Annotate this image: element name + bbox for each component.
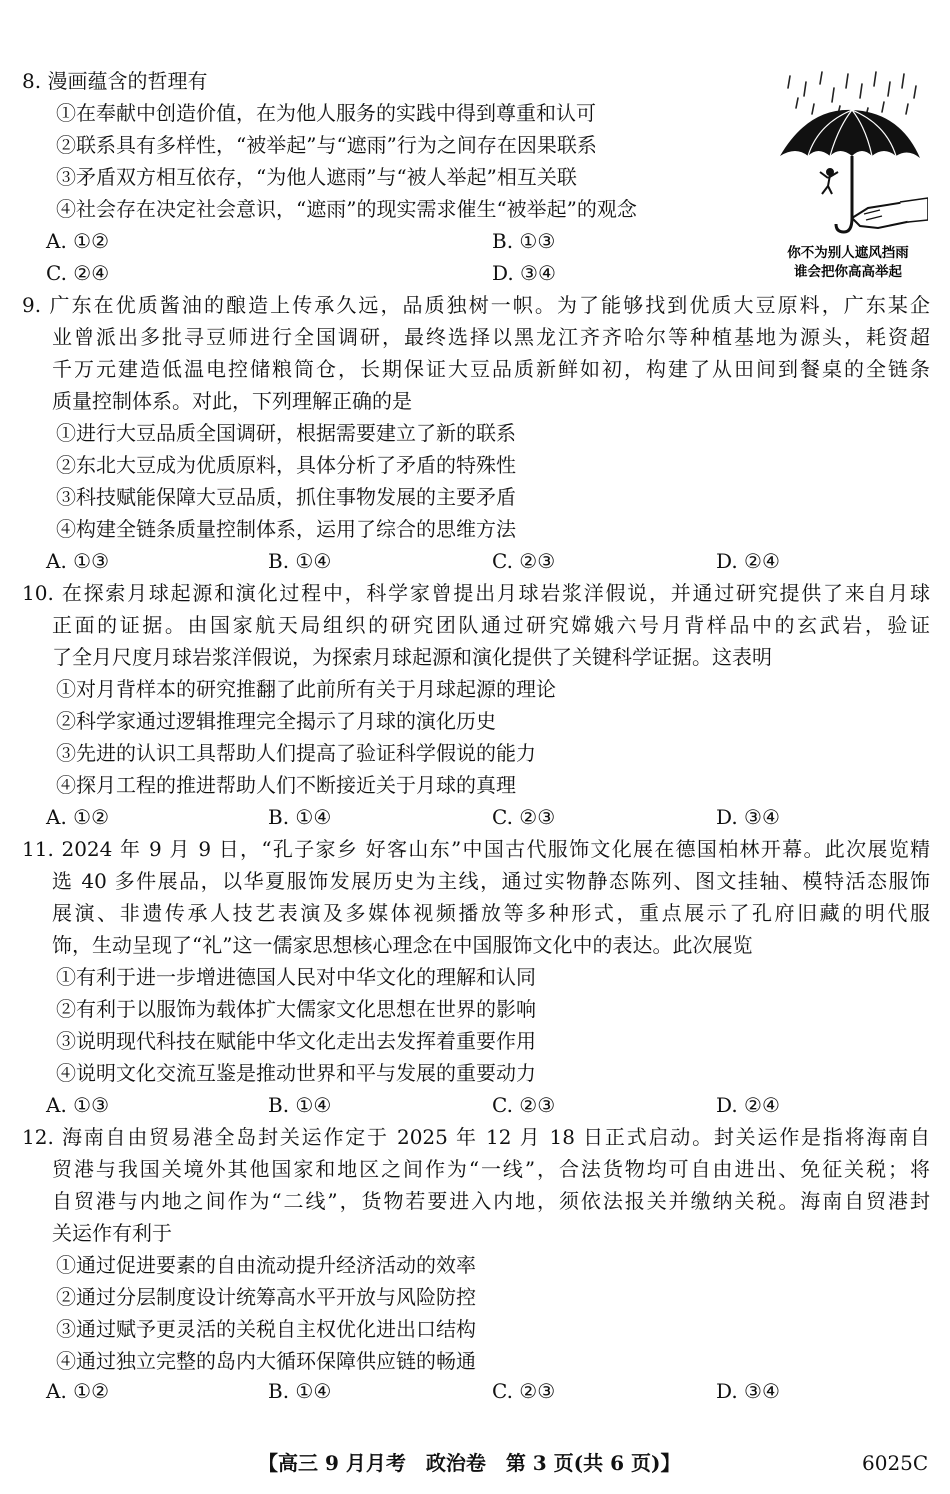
question-11-option-4: ④说明文化交流互鉴是推动世界和平与发展的重要动力 xyxy=(56,1061,536,1085)
question-8-stem: 8. 漫画蕴含的哲理有 xyxy=(22,69,208,93)
question-12-answer-b: B. ①④ xyxy=(268,1379,332,1403)
question-10-stem-line-2: 正面的证据。由国家航天局组织的研究团队通过研究嫦娥六号月背样品中的玄武岩，验证 xyxy=(52,613,930,637)
question-9-stem-line-2: 业曾派出多批寻豆师进行全国调研，最终选择以黑龙江齐齐哈尔等种植基地为源头，耗资超 xyxy=(52,325,930,349)
question-10-stem-line-1: 10. 在探索月球起源和演化过程中，科学家曾提出月球岩浆洋假说，并通过研究提供了来自月球 xyxy=(22,581,930,605)
comic-caption-line-1: 你不为别人遮风挡雨 xyxy=(787,245,909,261)
question-9-option-3: ③科技赋能保障大豆品质，抓住事物发展的主要矛盾 xyxy=(56,485,516,509)
question-12-option-3: ③通过赋予更灵活的关税自主权优化进出口结构 xyxy=(56,1317,476,1341)
question-8-answer-a: A. ①② xyxy=(46,229,110,253)
footer-title: 【高三 9 月月考 政治卷 第 3 页(共 6 页)】 xyxy=(258,1451,681,1475)
question-12-option-4: ④通过独立完整的岛内大循环保障供应链的畅通 xyxy=(56,1349,476,1373)
question-11-stem-line-1: 11. 2024 年 9 月 9 日，“孔子家乡 好客山东”中国古代服饰文化展在德国柏林开幕。此次展览精 xyxy=(22,837,930,861)
question-10-answer-c: C. ②③ xyxy=(492,805,556,829)
question-10-option-1: ①对月背样本的研究推翻了此前所有关于月球起源的理论 xyxy=(56,677,556,701)
question-11-answer-c: C. ②③ xyxy=(492,1093,556,1117)
question-10-option-3: ③先进的认识工具帮助人们提高了验证科学假说的能力 xyxy=(56,741,536,765)
question-8-option-4: ④社会存在决定社会意识，“遮雨”的现实需求催生“被举起”的观念 xyxy=(56,197,637,221)
question-11-option-2: ②有利于以服饰为载体扩大儒家文化思想在世界的影响 xyxy=(56,997,536,1021)
question-10-option-2: ②科学家通过逻辑推理完全揭示了月球的演化历史 xyxy=(56,709,496,733)
question-9-answer-d: D. ②④ xyxy=(716,549,780,573)
question-11-option-3: ③说明现代科技在赋能中华文化走出去发挥着重要作用 xyxy=(56,1029,536,1053)
question-12-stem-line-4: 关运作有利于 xyxy=(52,1221,172,1245)
comic-caption xyxy=(768,244,928,282)
question-12-stem-line-2: 贸港与我国关境外其他国家和地区之间作为“一线”，合法货物均可自由进出、免征关税；将 xyxy=(52,1157,930,1181)
question-9-answer-b: B. ①④ xyxy=(268,549,332,573)
question-10-option-4: ④探月工程的推进帮助人们不断接近关于月球的真理 xyxy=(56,773,516,797)
question-9-option-2: ②东北大豆成为优质原料，具体分析了矛盾的特殊性 xyxy=(56,453,516,477)
question-12-answer-c: C. ②③ xyxy=(492,1379,556,1403)
umbrella-cartoon-icon xyxy=(768,68,928,244)
question-9-stem-line-3: 千万元建造低温电控储粮筒仓，长期保证大豆品质新鲜如初，构建了从田间到餐桌的全链条 xyxy=(52,357,930,381)
question-12-option-1: ①通过促进要素的自由流动提升经济活动的效率 xyxy=(56,1253,476,1277)
question-11-option-1: ①有利于进一步增进德国人民对中华文化的理解和认同 xyxy=(56,965,536,989)
comic-caption-line-2: 谁会把你高高举起 xyxy=(794,264,902,280)
question-10-answer-d: D. ③④ xyxy=(716,805,780,829)
question-12-answer-a: A. ①② xyxy=(46,1379,110,1403)
question-8-option-2: ②联系具有多样性，“被举起”与“遮雨”行为之间存在因果联系 xyxy=(56,133,597,157)
question-9-answer-c: C. ②③ xyxy=(492,549,556,573)
question-9-option-1: ①进行大豆品质全国调研，根据需要建立了新的联系 xyxy=(56,421,516,445)
question-11-answer-a: A. ①③ xyxy=(46,1093,110,1117)
question-10-answer-a: A. ①② xyxy=(46,805,110,829)
page-footer xyxy=(0,1446,950,1480)
question-11-answer-d: D. ②④ xyxy=(716,1093,780,1117)
question-9-stem-line-1: 9. 广东在优质酱油的酿造上传承久远，品质独树一帜。为了能够找到优质大豆原料，广东某企 xyxy=(22,293,930,317)
question-11-stem-line-4: 饰，生动呈现了“礼”这一儒家思想核心理念在中国服饰文化中的表达。此次展览 xyxy=(52,933,753,957)
question-8-answer-d: D. ③④ xyxy=(492,261,556,285)
question-11-stem-line-2: 选 40 多件展品，以华夏服饰发展历史为主线，通过实物静态陈列、图文挂轴、模特活态服饰 xyxy=(52,869,930,893)
question-11-answer-b: B. ①④ xyxy=(268,1093,332,1117)
question-12-answer-d: D. ③④ xyxy=(716,1379,780,1403)
question-12-stem-line-1: 12. 海南自由贸易港全岛封关运作定于 2025 年 12 月 18 日正式启动。封关运作是指将海南自 xyxy=(22,1125,930,1149)
question-9-stem-line-4: 质量控制体系。对此，下列理解正确的是 xyxy=(52,389,412,413)
question-8-option-3: ③矛盾双方相互依存，“为他人遮雨”与“被人举起”相互关联 xyxy=(56,165,577,189)
question-11-stem-line-3: 展演、非遗传承人技艺表演及多媒体视频播放等多种形式，重点展示了孔府旧藏的明代服 xyxy=(52,901,930,925)
question-12-option-2: ②通过分层制度设计统筹高水平开放与风险防控 xyxy=(56,1285,476,1309)
question-8-answer-c: C. ②④ xyxy=(46,261,110,285)
question-8-answer-b: B. ①③ xyxy=(492,229,556,253)
question-10-answer-b: B. ①④ xyxy=(268,805,332,829)
question-9-answer-a: A. ①③ xyxy=(46,549,110,573)
question-10-stem-line-3: 了全月尺度月球岩浆洋假说，为探索月球起源和演化提供了关键科学证据。这表明 xyxy=(52,645,772,669)
question-9-option-4: ④构建全链条质量控制体系，运用了综合的思维方法 xyxy=(56,517,516,541)
question-12-stem-line-3: 自贸港与内地之间作为“二线”，货物若要进入内地，须依法报关并缴纳关税。海南自贸港封 xyxy=(52,1189,930,1213)
footer-code: 6025C xyxy=(862,1451,929,1475)
question-8-option-1: ①在奉献中创造价值，在为他人服务的实践中得到尊重和认可 xyxy=(56,101,596,125)
